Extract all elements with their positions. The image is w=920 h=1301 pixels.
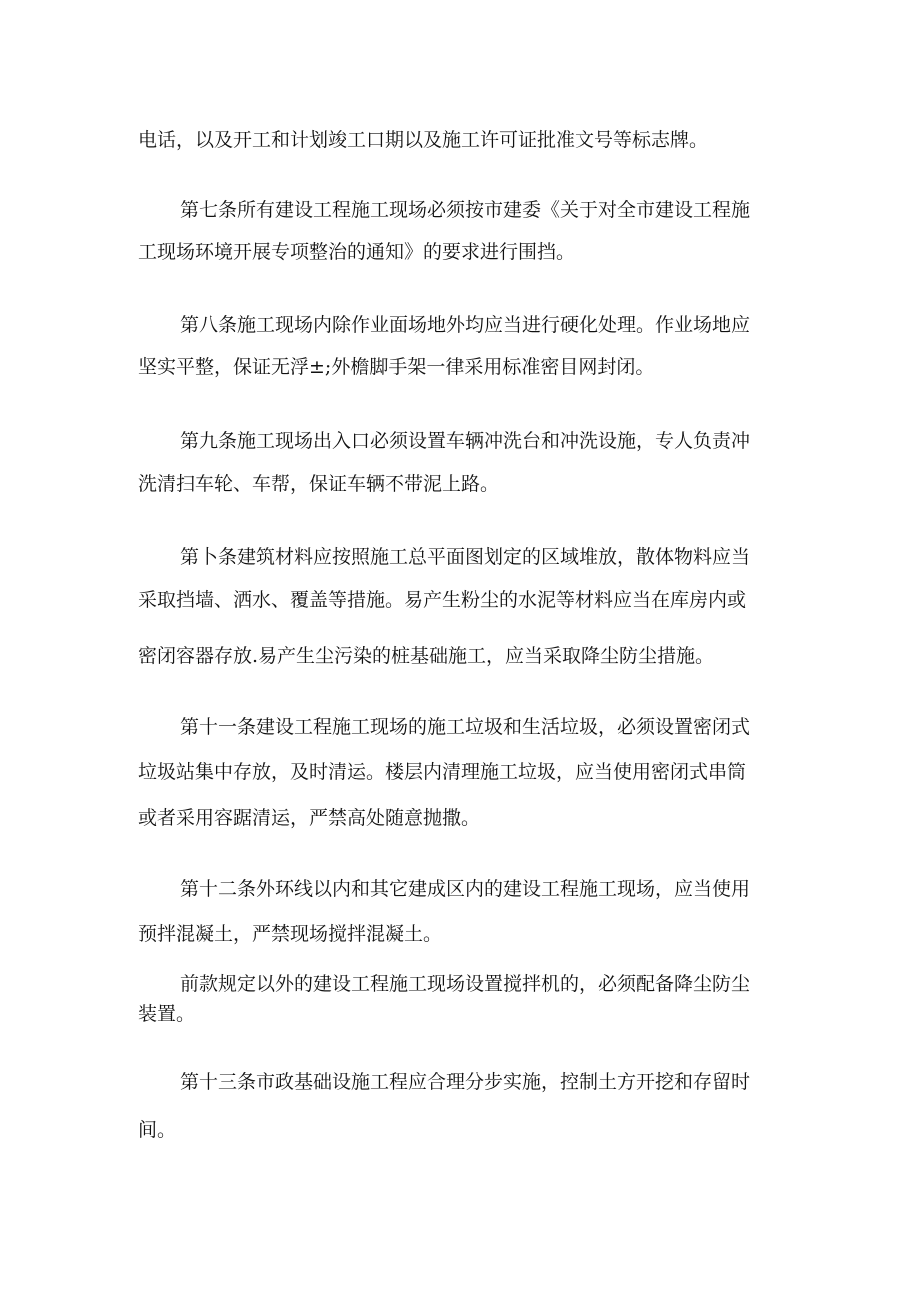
article-12-sub-line-1: 前款规定以外的建设工程施工现场设置搅拌机的，必须配备降尘防尘 bbox=[180, 973, 751, 995]
paragraph-continuation-line: 电话，以及开工和计划竣工口期以及施工许可证批准文号等标志牌。 bbox=[138, 129, 709, 151]
article-7-line-2: 工现场环境开展专项整治的通知》的要求进行围挡。 bbox=[138, 241, 576, 263]
article-12-sub-line-2: 装置。 bbox=[138, 1003, 196, 1025]
article-10-line-1: 第卜条建筑材料应按照施工总平面图划定的区域堆放，散体物料应当 bbox=[180, 546, 751, 568]
article-10-line-3: 密闭容器存放.易产生尘污染的桩基础施工，应当采取降尘防尘措施。 bbox=[138, 645, 715, 667]
article-9-line-1: 第九条施工现场出入口必须设置车辆冲洗台和冲洗设施，专人负责冲 bbox=[180, 430, 751, 452]
article-13-line-2: 间。 bbox=[138, 1119, 177, 1141]
article-11-line-1: 第十一条建设工程施工现场的施工垃圾和生活垃圾，必须设置密闭式 bbox=[180, 716, 751, 738]
article-8-line-1: 第八条施工现场内除作业面场地外均应当进行硬化处理。作业场地应 bbox=[180, 314, 751, 336]
article-7-line-1: 第七条所有建设工程施工现场必须按市建委《关于对全市建设工程施 bbox=[180, 199, 751, 221]
article-13-line-1: 第十三条市政基础设施工程应合理分步实施，控制土方开挖和存留时 bbox=[180, 1071, 751, 1093]
article-11-line-2: 垃圾站集中存放，及时清运。楼层内清理施工垃圾，应当使用密闭式串筒 bbox=[138, 761, 747, 783]
article-10-line-2: 采取挡墙、洒水、覆盖等措施。易产生粉尘的水泥等材料应当在库房内或 bbox=[138, 589, 747, 611]
article-12-line-1: 第十二条外环线以内和其它建成区内的建设工程施工现场，应当使用 bbox=[180, 878, 751, 900]
article-12-line-2: 预拌混凝土，严禁现场搅拌混凝土。 bbox=[138, 923, 443, 945]
article-11-line-3: 或者采用容踞清运，严禁高处随意抛撒。 bbox=[138, 807, 481, 829]
article-9-line-2: 洗清扫车轮、车帮，保证车辆不带泥上路。 bbox=[138, 473, 500, 495]
article-8-line-2: 坚实平整，保证无浮±;外檐脚手架一律采用标准密目网封闭。 bbox=[138, 356, 655, 378]
